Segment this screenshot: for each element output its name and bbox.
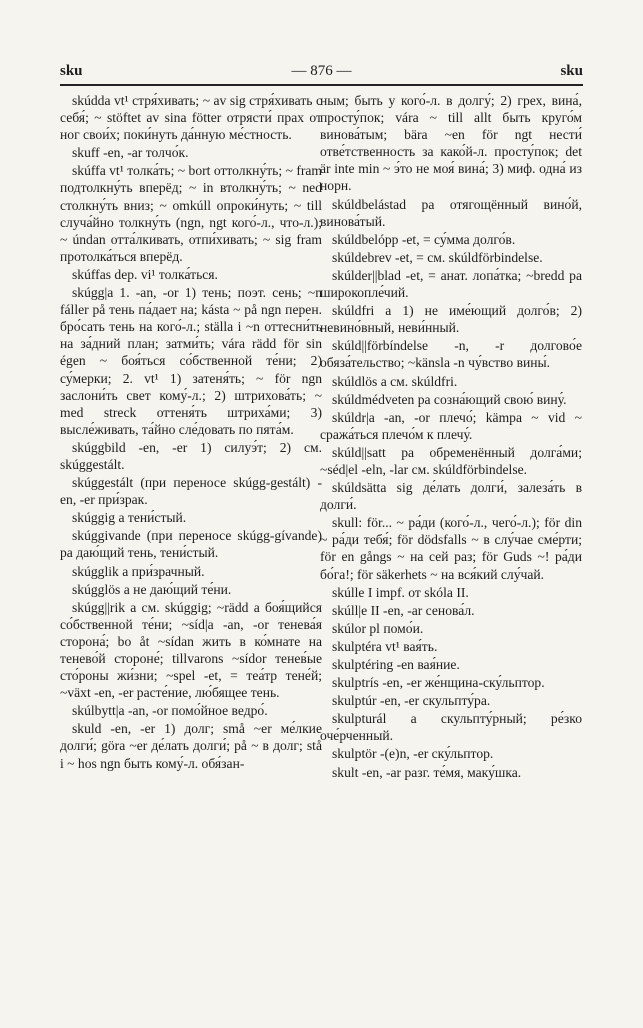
dictionary-entry: skulpturál a скульпту́рный; ре́зко оче́рченный. xyxy=(320,711,582,744)
dictionary-entry: skulptéring -en вая́ние. xyxy=(332,657,460,672)
dictionary-entry: skúffas dep. vi¹ толка́ться. xyxy=(72,266,218,282)
dictionary-entry: skúgglös a не даю́щий те́ни. xyxy=(72,581,232,597)
dictionary-entry: skulptéra vt¹ вая́ть. xyxy=(332,638,438,654)
dictionary-entry: skúldbelópp -et, = су́мма долго́в. xyxy=(332,231,516,247)
dictionary-entry: skúld||förbíndelse -n, -r долгово́е обяза́тельство; ~känsla -n чу́вство вины́. xyxy=(320,338,582,371)
dictionary-entry: skúgglik a при́зрачный. xyxy=(72,563,205,579)
dictionary-entry: skúldr|a -an, -or плечо́; kämpa ~ vid ~ сража́ться плечо́м к плечу́. xyxy=(320,409,582,442)
dictionary-entry: skúgg|a 1. -an, -or 1) тень; поэт. сень; ~n fáller på тень па́дает на; kásta ~ på ngn перен. бро́сать тень на кого́-л.; ställa i ~n оттесни́ть на за́дний план; затми́ть; vára rädd för sin égen ~ боя́ться со́бственной те́ни; 2) су́мерки; 2. vt¹ 1) затеня́ть; ~ för ngn заслони́ть свет кому́-л.; 2) штрихова́ть; ~ med streck оттеня́ть штриха́ми; 3) высле́живать, та́йно сле́довать по пята́м. xyxy=(60,285,322,437)
dictionary-entry: skúggestált (при переносе skúgg-gestált) -en, -er при́зрак. xyxy=(60,475,322,508)
dictionary-entry: skúlor pl помо́и. xyxy=(332,620,424,636)
dictionary-entry: skúggivande (при переносе skúgg-gívande) pa даю́щий тень, тени́стый. xyxy=(60,528,322,561)
dictionary-entry: skúgg||rik a см. skúggig; ~rädd a боя́щийся со́бственной те́ни; ~síd|a -an, -or тенева́я сторона́; bo åt ~sídan жить в ко́мнате на тенево́й стороне́; tillvarons ~sídor тенев́ые сто́роны жи́зни; ~spel -et, = теа́тр тене́й; ~växt -en, -er расте́ние, лю́бящее тень. xyxy=(60,599,322,701)
dictionary-entry: skúldebrev -et, = см. skúldförbindelse. xyxy=(332,249,543,265)
dictionary-entry: skúlder||blad -et, = анат. лопа́тка; ~bredd pa широкопле́чий. xyxy=(320,267,582,301)
dictionary-entry: skult -en, -ar разг. те́мя, маку́шка. xyxy=(332,764,522,780)
header-rule xyxy=(60,84,583,86)
dictionary-entry: skúdda vt¹ стря́хивать; ~ av sig стря́хивать с себя́; ~ stöftet av sina fötter отрясти́ прах от ног свои́х; поки́нуть да́нную ме́стность. xyxy=(60,93,322,143)
left-column xyxy=(60,92,322,773)
right-column xyxy=(320,92,582,782)
dictionary-entry: skúldbelástad pa отягощённый вино́й, винова́тый. xyxy=(320,196,582,229)
dictionary-entry: skúlbytt|a -an, -or помо́йное ведро́. xyxy=(72,703,268,719)
running-header xyxy=(60,60,583,82)
dictionary-entry: skúll|e II -en, -ar сенова́л. xyxy=(332,602,475,618)
page-number: — 876 — xyxy=(291,63,352,79)
dictionary-entry: skúffa vt¹ толка́ть; ~ bort оттолкну́ть; ~ fram подтолкну́ть вперёд; ~ in втолкну́ть; ~ ned столкну́ть вниз; ~ omkúll опроки́нуть; ~ till случа́йно толкну́ть (ngn, ngt кого́-л., что-л.); ~ úndan отта́лкивать, отпи́хивать; ~ sig fram протолка́ться вперёд. xyxy=(60,163,322,264)
dictionary-entry: skúldsätta sig де́лать долги́, залеза́ть в долги́. xyxy=(320,480,582,513)
dictionary-entry: skúlle I impf. от skóla II. xyxy=(332,584,469,600)
dictionary-entry: skulptör -(e)n, -er ску́льптор. xyxy=(332,746,494,762)
left-guide-word: sku xyxy=(60,63,83,79)
dictionary-entry: skulptúr -en, -er скульпту́ра. xyxy=(332,693,491,709)
dictionary-entry: skúggig a тени́стый. xyxy=(72,510,187,526)
dictionary-entry: skúld||satt pa обременённый долга́ми; ~séd|el -eln, -lar см. skúldförbindelse. xyxy=(320,444,582,477)
right-guide-word: sku xyxy=(560,63,583,79)
dictionary-entry: skuld -en, -er 1) долг; små ~er ме́лкие долги́; göra ~er де́лать долги́; på ~ в долг; stå i ~ hos ngn быть кому́-л. обя́зан- xyxy=(60,721,322,771)
dictionary-entry: skuff -en, -ar толчо́к. xyxy=(72,145,189,161)
dictionary-entry: skull: för... ~ ра́ди (кого́-л., чего́-л.); för din ~ ра́ди тебя́; för dödsfalls ~ в слу́чае сме́рти; för en gångs ~ на сей раз; för Guds ~! ра́ди бо́га!; för säkerhets ~ на вся́кий слу́чай. xyxy=(320,515,582,582)
dictionary-entry: skulptrís -en, -er же́нщина-ску́льптор. xyxy=(332,675,545,691)
dictionary-entry: skúggbild -en, -er 1) силуэ́т; 2) см. skúggestált. xyxy=(60,439,322,472)
dictionary-entry: skúldfri a 1) не име́ющий долго́в; 2) невино́вный, неви́нный. xyxy=(320,303,582,336)
dictionary-entry: skúldlös a см. skúldfri. xyxy=(332,373,458,389)
dictionary-entry: skúldmédveten pa созна́ющий свою́ вину́. xyxy=(332,391,567,407)
dictionary-entry-continued: ным; быть у кого́-л. в долгу́; 2) грех, вина́, просту́пок; vára ~ till allt быть круго́м винова́тым; bära ~en för ngt нести́ отве́тственность за како́й-л. просту́пок; det är inte min ~ э́то не моя́ вина́; 3) миф. одна́ из норн. xyxy=(320,93,582,194)
